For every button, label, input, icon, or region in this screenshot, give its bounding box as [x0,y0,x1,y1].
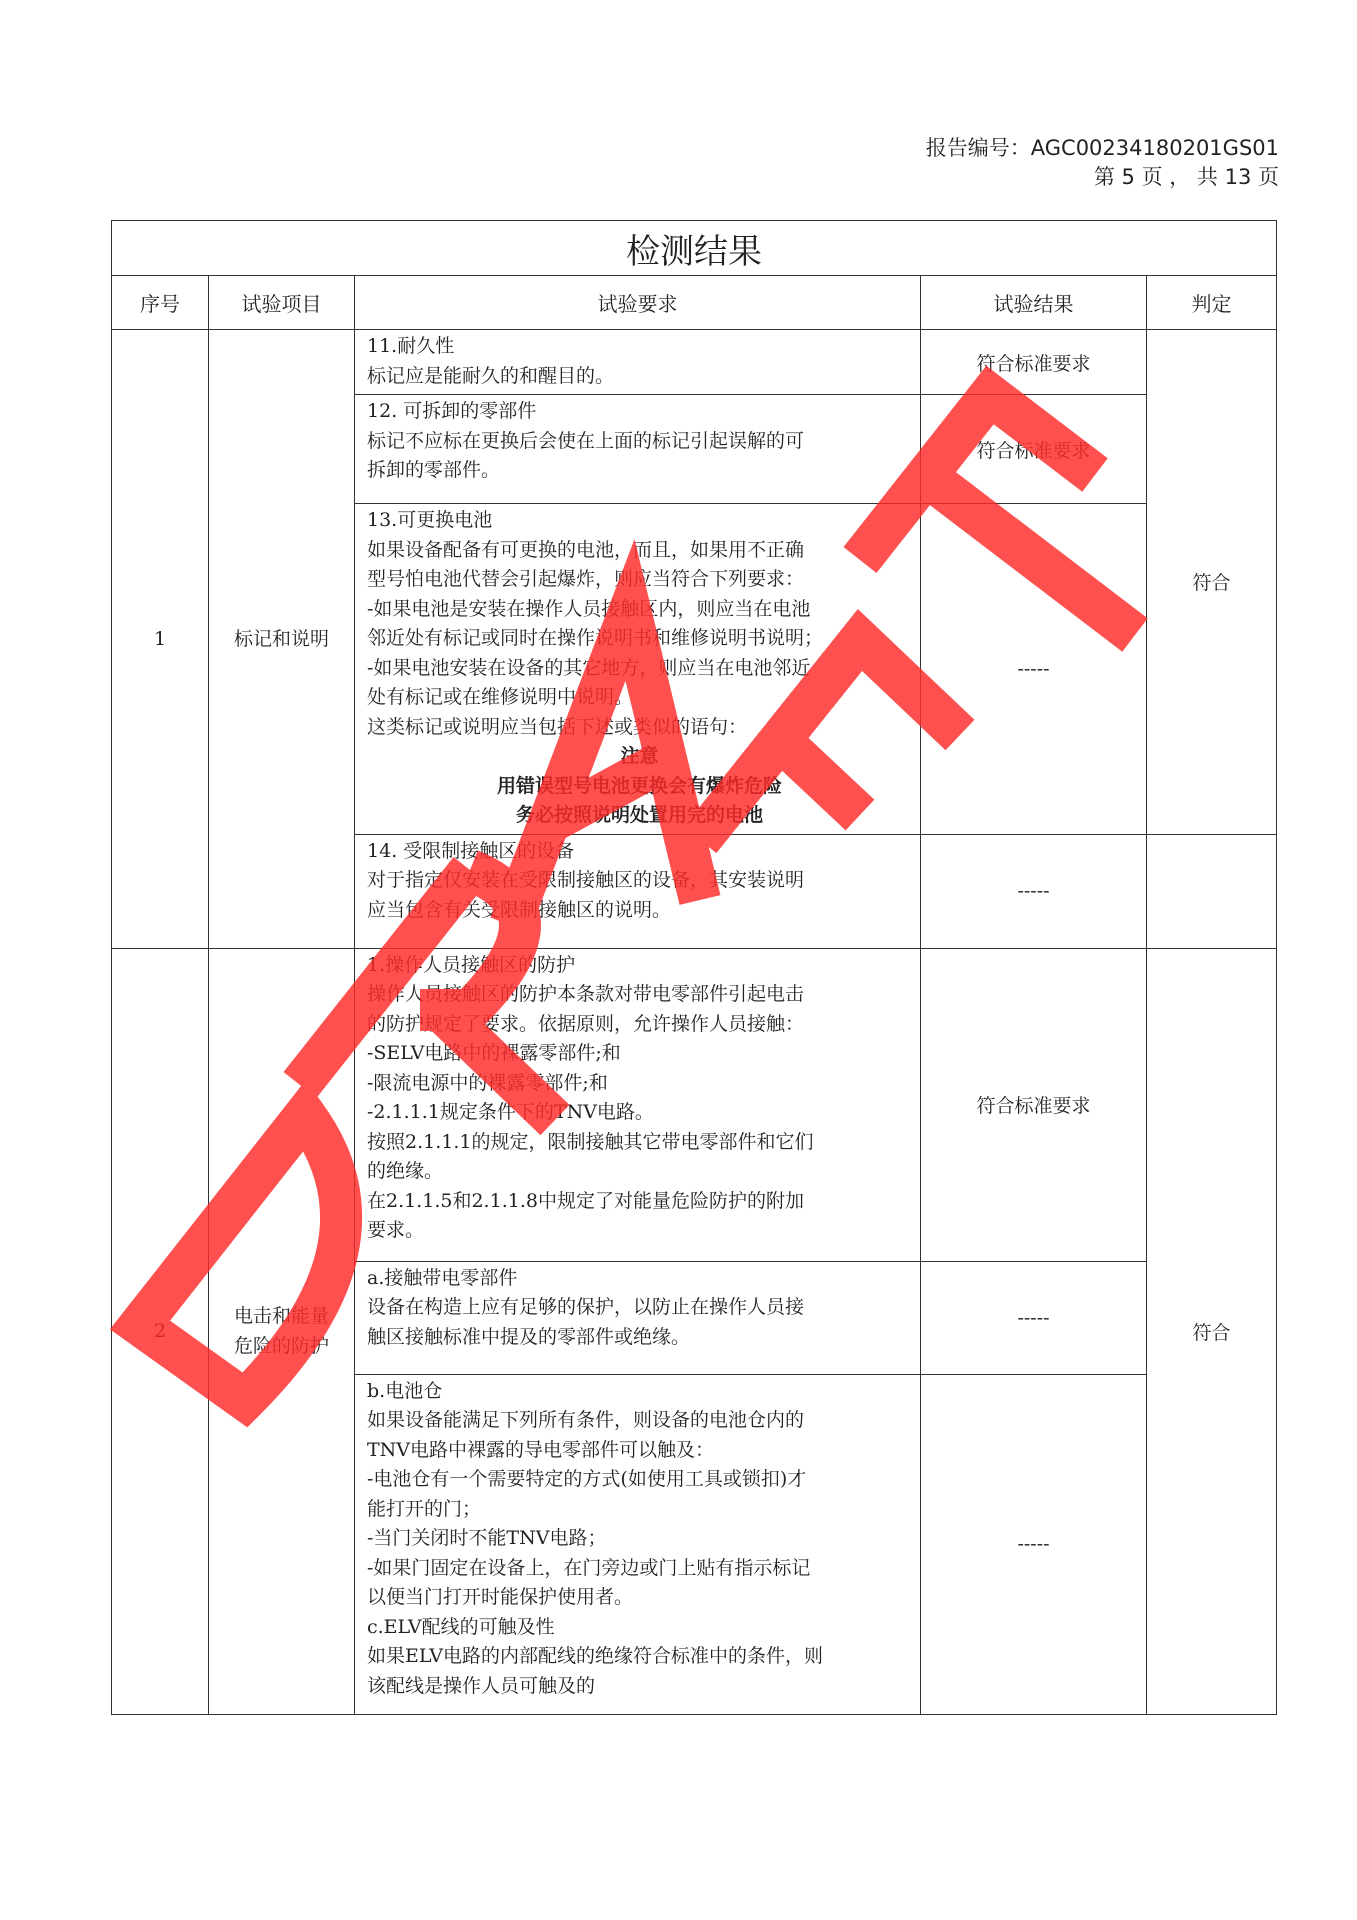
requirement-line: 在2.1.1.5和2.1.1.8中规定了对能量危险防护的附加 [367,1189,804,1212]
requirement-cell [355,1374,921,1714]
requirement-line: 按照2.1.1.1的规定，限制接触其它带电零部件和它们 [367,1130,814,1153]
requirement-line: 操作人员接触区的防护本条款对带电零部件引起电击 [367,983,805,1005]
report-header [926,134,1279,192]
requirement-line: 的防护规定了要求。依据原则，允许操作人员接触： [367,1012,805,1035]
row-number: 1 [112,330,209,949]
warning-statement: 用错误型号电池更换会有爆炸危险 [496,774,782,797]
test-item [209,948,355,1714]
table-row [112,330,1277,395]
requirement-cell [355,1261,921,1374]
requirement-line: -电池仓有一个需要特定的方式(如使用工具或锁扣)才 [367,1468,807,1490]
verdict: 符合 [1147,948,1277,1714]
warning-statement: 注意 [620,745,659,767]
requirement-line: -如果电池安装在设备的其它地方，则应当在电池邻近 [367,656,811,679]
warning-statement: 务必按照说明处置用完的电池 [515,804,763,826]
table-title: 检测结果 [112,221,1277,276]
row-number: 2 [112,948,209,1714]
test-result: 符合标准要求 [921,395,1147,504]
test-result: ----- [921,834,1147,948]
requirement-line: 该配线是操作人员可触及的 [367,1674,596,1697]
requirement-line: 的绝缘。 [367,1160,444,1182]
table-body [112,330,1277,1715]
table-row [112,948,1277,1261]
requirement-line: 14. 受限制接触区的设备 [367,839,575,862]
test-item-line: 标记和说明 [233,627,329,650]
test-item [209,330,355,949]
requirement-line: -如果电池是安装在操作人员接触区内，则应当在电池 [367,597,811,620]
requirement-line: TNV电路中裸露的导电零部件可以触及： [367,1438,715,1461]
requirement-line: -限流电源中的裸露零部件;和 [367,1071,608,1094]
requirement-cell [355,504,921,835]
requirement-line: 处有标记或在维修说明中说明。 [367,686,634,708]
requirement-cell [355,330,921,395]
column-header-item: 试验项目 [209,276,355,330]
requirement-line: 型号怕电池代替会引起爆炸，则应当符合下列要求： [367,568,805,590]
test-result: 符合标准要求 [921,948,1147,1261]
requirement-line: 设备在构造上应有足够的保护，以防止在操作人员接 [367,1296,805,1318]
test-result: 符合标准要求 [921,330,1147,395]
requirement-line: -2.1.1.1规定条件下的TNV电路。 [367,1101,654,1123]
report-number: 报告编号：AGC00234180201GS01 [925,136,1279,160]
requirement-line: b.电池仓 [367,1379,443,1402]
requirement-cell [355,834,921,948]
requirement-line: 如果设备配备有可更换的电池，而且，如果用不正确 [367,538,805,561]
requirement-line: 1.操作人员接触区的防护 [367,953,576,976]
column-header-requirement: 试验要求 [355,276,921,330]
requirement-line: 标记应是能耐久的和醒目的。 [367,364,615,387]
requirement-line: 拆卸的零部件。 [367,459,501,481]
test-result: ----- [921,1374,1147,1714]
requirement-line: 能打开的门； [367,1497,482,1520]
requirement-line: 这类标记或说明应当包括下述或类似的语句： [367,715,748,738]
requirement-line: 触区接触标准中提及的零部件或绝缘。 [367,1325,691,1348]
requirement-line: 12. 可拆卸的零部件 [367,400,537,422]
requirement-cell [355,948,921,1261]
requirement-line: 如果ELV电路的内部配线的绝缘符合标准中的条件，则 [367,1645,823,1667]
test-result: ----- [921,504,1147,835]
requirement-line: 如果设备能满足下列所有条件，则设备的电池仓内的 [367,1409,805,1431]
requirement-line: c.ELV配线的可触及性 [367,1615,555,1638]
requirement-line: 要求。 [367,1219,425,1241]
column-header-verdict: 判定 [1147,276,1277,330]
verdict: 符合 [1147,330,1277,835]
requirement-line: 邻近处有标记或同时在操作说明书和维修说明书说明； [367,627,824,649]
requirement-cell [355,395,921,504]
requirement-line: 对于指定仅安装在受限制接触区的设备，其安装说明 [367,869,805,891]
requirement-line: 11.耐久性 [367,335,455,357]
requirement-line: -当门关闭时不能TNV电路； [367,1527,607,1549]
test-item-line: 电击和能量 [233,1305,329,1327]
column-header-result: 试验结果 [921,276,1147,330]
column-header-no: 序号 [112,276,209,330]
verdict-empty [1147,834,1277,948]
requirement-line: 应当包含有关受限制接触区的说明。 [367,898,672,921]
requirement-line: 以便当门打开时能保护使用者。 [367,1586,634,1608]
requirement-line: -SELV电路中的裸露零部件;和 [367,1042,621,1064]
requirement-line: 13.可更换电池 [367,509,493,531]
results-table [111,220,1277,1715]
test-result: ----- [921,1261,1147,1374]
test-item-line: 危险的防护 [233,1335,329,1357]
requirement-line: a.接触带电零部件 [367,1266,518,1289]
requirement-line: -如果门固定在设备上，在门旁边或门上贴有指示标记 [367,1556,811,1579]
requirement-line: 标记不应标在更换后会使在上面的标记引起误解的可 [367,429,805,452]
page-number: 第 5 页 ， 共 13 页 [1093,165,1279,189]
